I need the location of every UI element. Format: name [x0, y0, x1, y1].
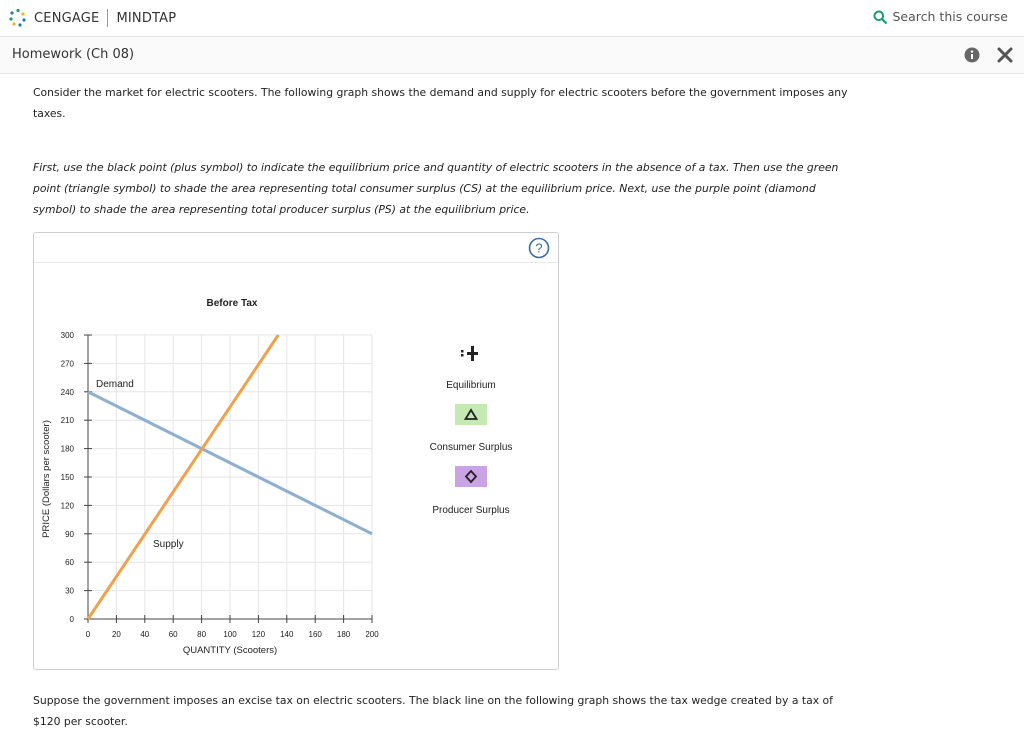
- next-question-paragraph: [33, 690, 853, 732]
- instructions-line-2: point (triangle symbol) to shade the area representing total consumer surplus (CS) at the equilibrium price. Next, use the purple point (diamond: [33, 182, 816, 195]
- assignment-title: Homework (Ch 08): [12, 47, 135, 62]
- close-icon[interactable]: [996, 46, 1014, 64]
- next-line-1: Suppose the government imposes an excise tax on electric scooters. The black line on the following graph shows the tax wedge created by a tax of: [33, 694, 833, 707]
- assignment-bar: [0, 37, 1024, 74]
- x-tick-label: 20: [111, 630, 121, 639]
- top-bar: [0, 0, 1024, 37]
- graph-container: [33, 232, 559, 670]
- chart-title: Before Tax: [206, 298, 258, 309]
- search-placeholder[interactable]: Search this course: [892, 9, 1008, 24]
- y-tick-label: 150: [60, 473, 74, 482]
- x-tick-label: 80: [197, 630, 207, 639]
- x-tick-label: 0: [85, 630, 91, 639]
- producer-surplus-tool[interactable]: [432, 466, 509, 516]
- producer-surplus-swatch[interactable]: [455, 466, 487, 487]
- equilibrium-tool[interactable]: [446, 346, 495, 391]
- y-tick-label: 240: [60, 387, 74, 397]
- next-line-2: $120 per scooter.: [33, 715, 128, 728]
- product-name: MINDTAP: [116, 10, 177, 26]
- y-tick-label: 210: [60, 416, 74, 426]
- brand[interactable]: [8, 8, 176, 28]
- consumer-surplus-tool[interactable]: [430, 404, 513, 453]
- demand-label: Demand: [96, 379, 134, 390]
- y-tick-label: 300: [60, 331, 74, 340]
- y-tick-label: 60: [65, 558, 74, 568]
- supply-label: Supply: [153, 539, 184, 550]
- equilibrium-plus-icon[interactable]: [461, 346, 478, 361]
- help-icon-label: ?: [535, 240, 543, 256]
- instructions-line-1: First, use the black point (plus symbol) to indicate the equilibrium price and quantity of electric scooters in the absence of a tax. Then use the green: [33, 161, 839, 174]
- intro-line-1: Consider the market for electric scooters. The following graph shows the demand and supply for electric scooters before the government imposes any: [33, 86, 848, 99]
- before-tax-chart[interactable]: [34, 233, 558, 669]
- intro-paragraph: [33, 82, 853, 124]
- instructions-paragraph: [33, 157, 853, 220]
- consumer-surplus-legend-label: Consumer Surplus: [429, 442, 513, 453]
- equilibrium-legend-label: Equilibrium: [446, 380, 496, 391]
- x-tick-label: 60: [168, 630, 178, 639]
- brand-name: CENGAGE: [34, 10, 100, 26]
- consumer-surplus-swatch[interactable]: [455, 404, 487, 425]
- x-tick-label: 200: [365, 630, 379, 639]
- x-tick-label: 100: [223, 630, 237, 639]
- y-tick-label: 180: [60, 444, 74, 454]
- y-tick-label: 0: [69, 615, 74, 624]
- cengage-logo-icon: [8, 8, 28, 28]
- x-tick-label: 140: [280, 630, 294, 639]
- y-tick-label: 270: [60, 359, 74, 369]
- intro-line-2: taxes.: [33, 107, 66, 120]
- instructions-line-3: symbol) to shade the area representing total producer surplus (PS) at the equilibrium price.: [33, 203, 530, 216]
- info-icon[interactable]: [964, 47, 980, 63]
- producer-surplus-legend-label: Producer Surplus: [432, 505, 510, 516]
- brand-separator: [107, 9, 108, 27]
- y-tick-label: 120: [60, 501, 74, 511]
- search-course[interactable]: [873, 9, 1009, 24]
- x-axis-label: QUANTITY (Scooters): [182, 645, 278, 656]
- x-tick-label: 40: [140, 630, 150, 639]
- x-tick-label: 180: [336, 630, 351, 639]
- y-axis-label: PRICE (Dollars per scooter): [41, 420, 52, 538]
- x-tick-label: 120: [251, 630, 266, 639]
- search-icon[interactable]: [873, 10, 887, 24]
- y-tick-label: 30: [65, 586, 74, 596]
- y-tick-label: 90: [65, 529, 74, 539]
- x-tick-label: 160: [308, 630, 322, 639]
